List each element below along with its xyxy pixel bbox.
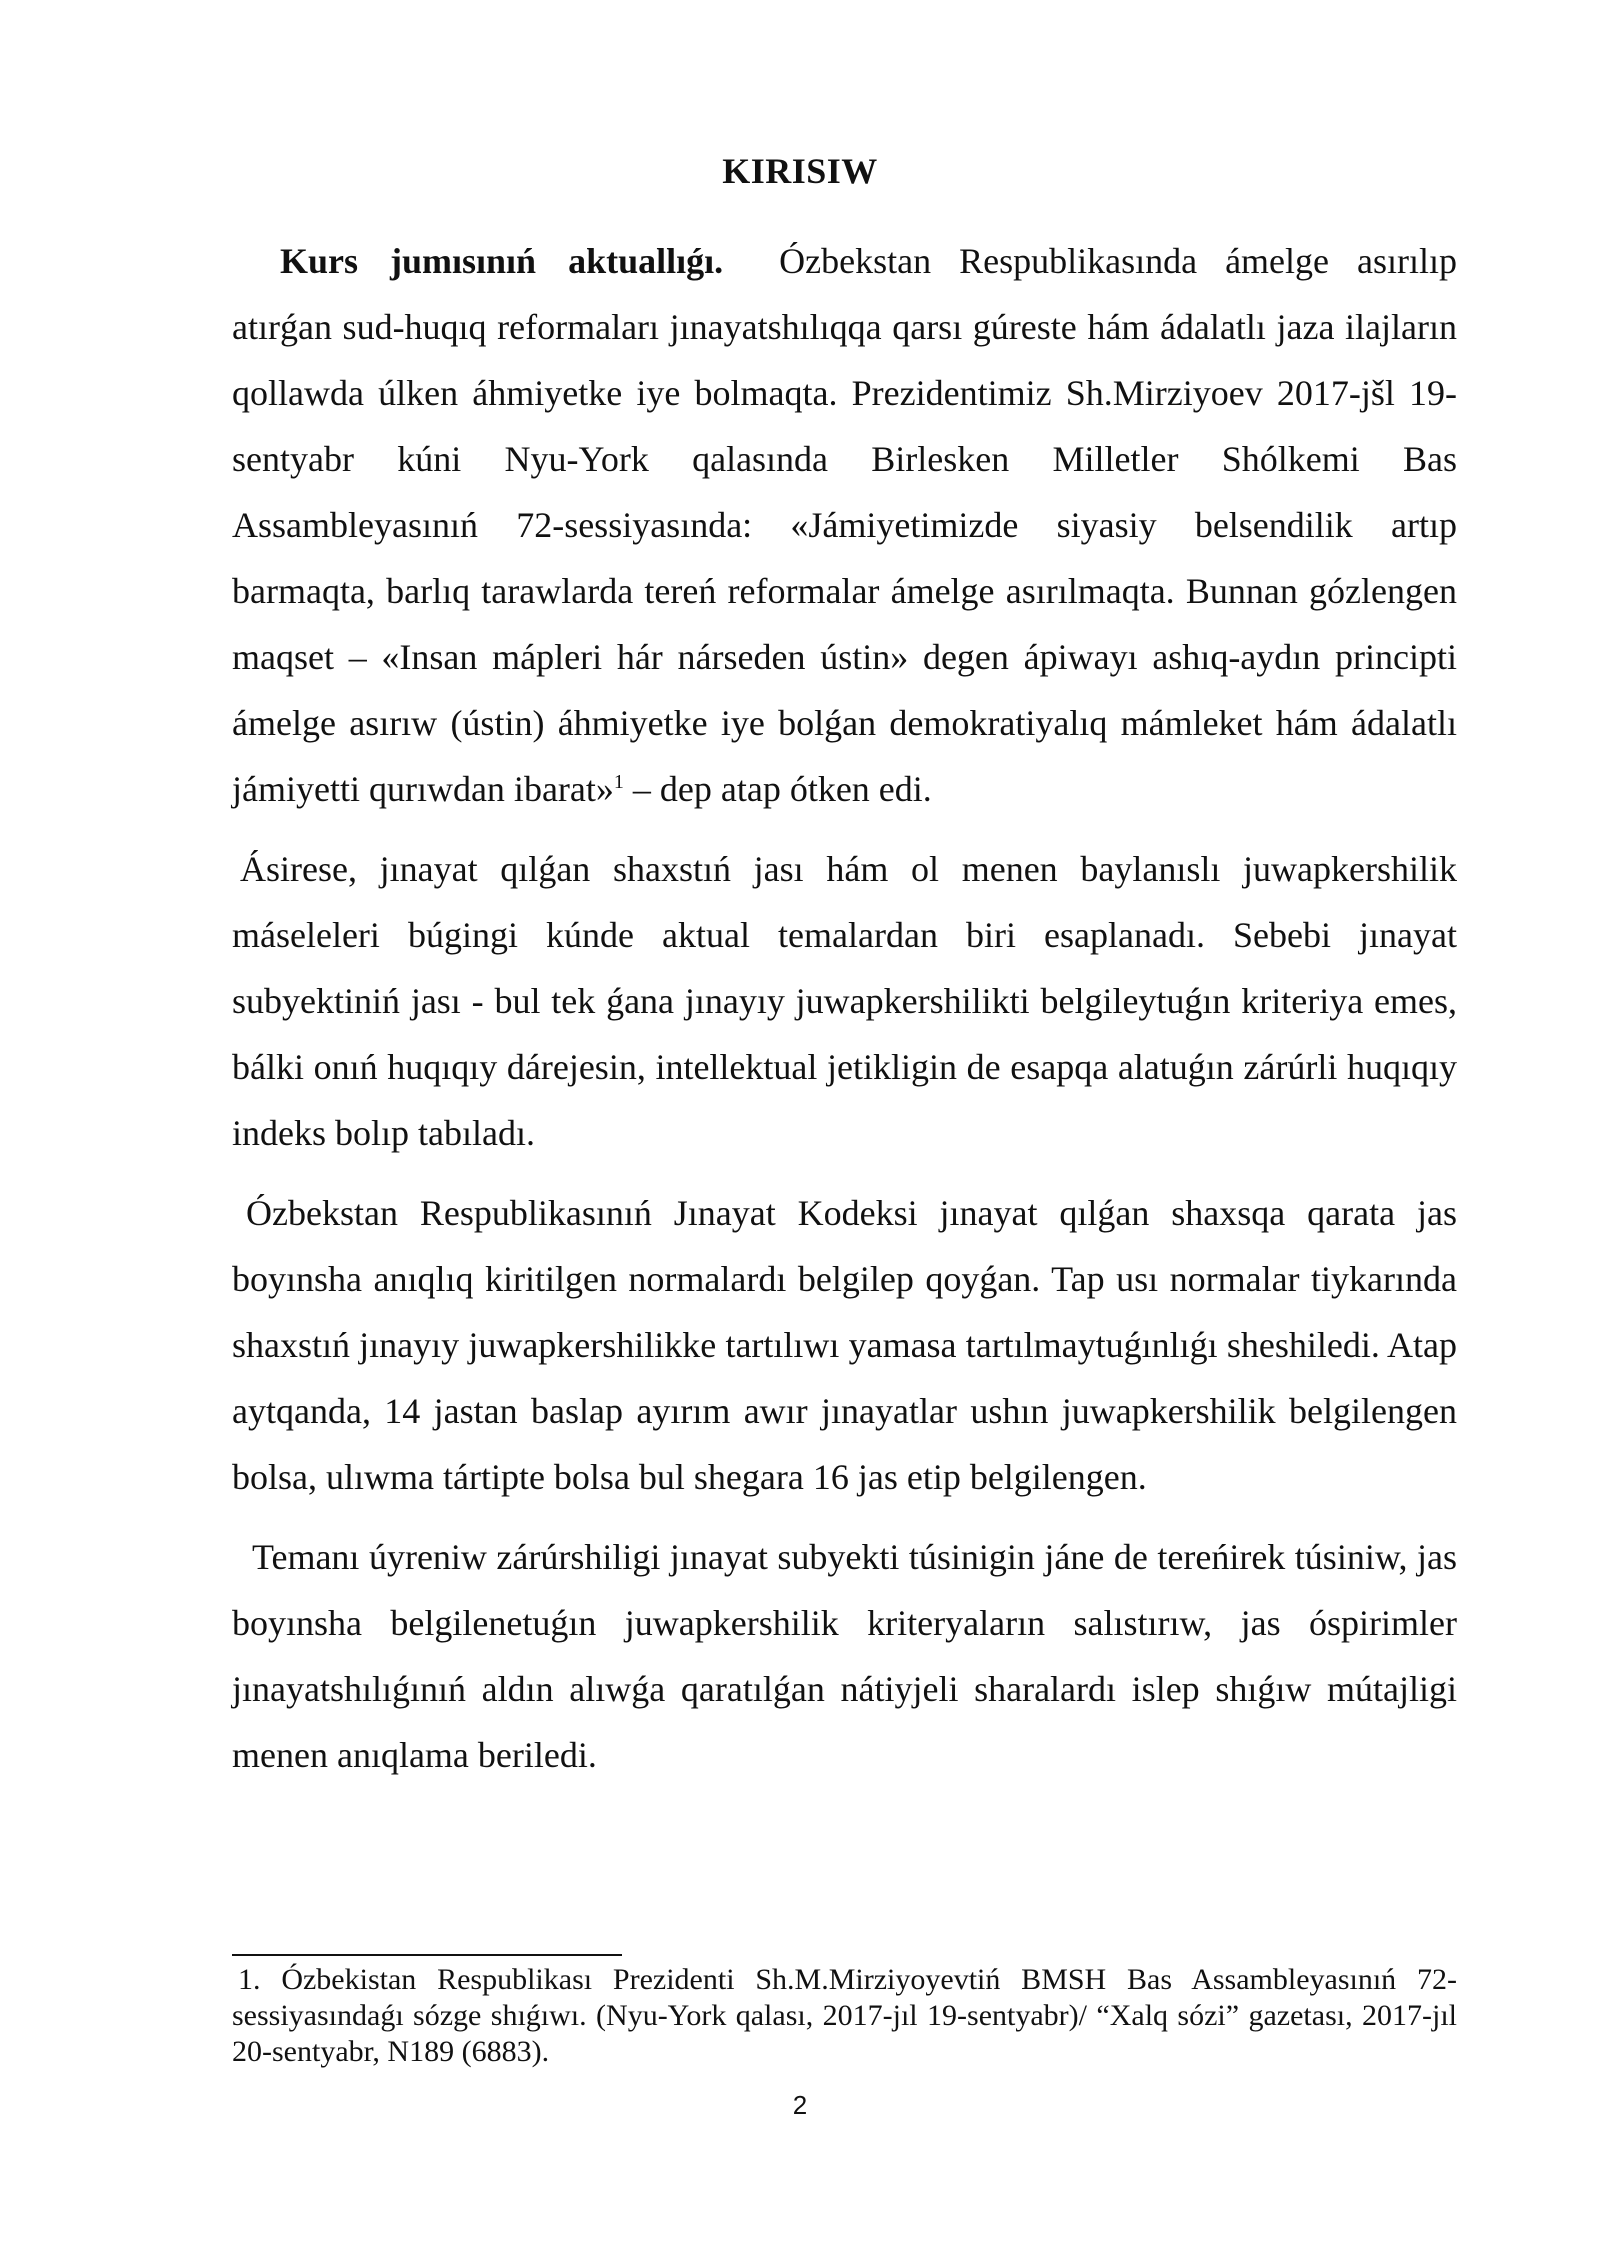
footnote-reference[interactable]: 1 [613, 771, 624, 793]
paragraph-lead: Kurs jumısınıń aktuallıǵı. [280, 241, 724, 281]
paragraph-relevance [232, 228, 1457, 822]
paragraph-text-after: – dep atap ótken edi. [623, 769, 932, 809]
footnote-text: 1. Ózbekistan Respublikası Prezidenti Sh.M.Mirziyoyevtiń BMSH Bas Assambleyasınıń 72-sessiyasındaǵı sózge shıǵıwı. (Nyu-York qalası, 2017-jıl 19-sentyabr)/ “Xalq sózi” gazetası, 2017-jıl 20-sentyabr, N189 (6883). [232, 1963, 1457, 2068]
footnote-divider [232, 1954, 622, 1956]
body-text [232, 228, 1457, 1788]
paragraph-study-need: Temanı úyreniw zárúrshiligi jınayat subyekti túsinigin jáne de tereńirek túsiniw, jas boyınsha belgilenetuǵın juwapkershilik kriteryaların salıstırıw, jas óspirimler jınayatshılıǵınıń aldın alıwǵa qaratılǵan nátiyjeli sharalardı islep shıǵıw mútajligi menen anıqlama beriledi. [232, 1537, 1457, 1775]
paragraph-text: Ózbekstan Respublikasında ámelge asırılıp atırǵan sud-huqıq reformaları jınayatshılıqqa qarsı gúreste hám ádalatlı jaza ilajların qollawda úlken áhmiyetke iye bolmaqta. Prezidentimiz Sh.Mirziyoev 2017-jšl 19-sentyabr kúni Nyu-York qalasında Birlesken Milletler Shólkemi Bas Assambleyasınıń 72-sessiyasında: «Jámiyetimizde siyasiy belsendilik artıp barmaqta, barlıq tarawlarda tereń reformalar ámelge asırılmaqta. Bunnan gózlengen maqset – «Insan mápleri hár nárseden ústin» degen ápiwayı ashıq-aydın principti ámelge asırıw (ústin) áhmiyetke iye bolǵan demokratiyalıq mámleket hám ádalatlı jámiyetti qurıwdan ibarat» [232, 241, 1458, 809]
page-number: 2 [792, 2090, 808, 2120]
page-heading: KIRISIW [722, 151, 878, 191]
paragraph-criminal-code: Ózbekstan Respublikasınıń Jınayat Kodeksi jınayat qılǵan shaxsqa qarata jas boyınsha anıqlıq kiritilgen normalardı belgilep qoyǵan. Tap usı normalar tiykarında shaxstıń jınayıy juwapkershilikke tartılıwı yamasa tartılmaytuǵınlıǵı sheshiledi. Atap aytqanda, 14 jastan baslap ayırım awır jınayatlar ushın juwapkershilik belgilengen bolsa, ulıwma tártipte bolsa bul shegara 16 jas etip belgilengen. [232, 1193, 1457, 1497]
paragraph-age-issue: Ásirese, jınayat qılǵan shaxstıń jası hám ol menen baylanıslı juwapkershilik máseleleri búgingi kúnde aktual temalardan biri esaplanadı. Sebebi jınayat subyektiniń jası - bul tek ǵana jınayıy juwapkershilikti belgileytuǵın kriteriya emes, bálki onıń huqıqıy dárejesin, intellektual jetikligin de esapqa alatuǵın zárúrli huqıqıy indeks bolıp tabıladı. [232, 849, 1457, 1153]
